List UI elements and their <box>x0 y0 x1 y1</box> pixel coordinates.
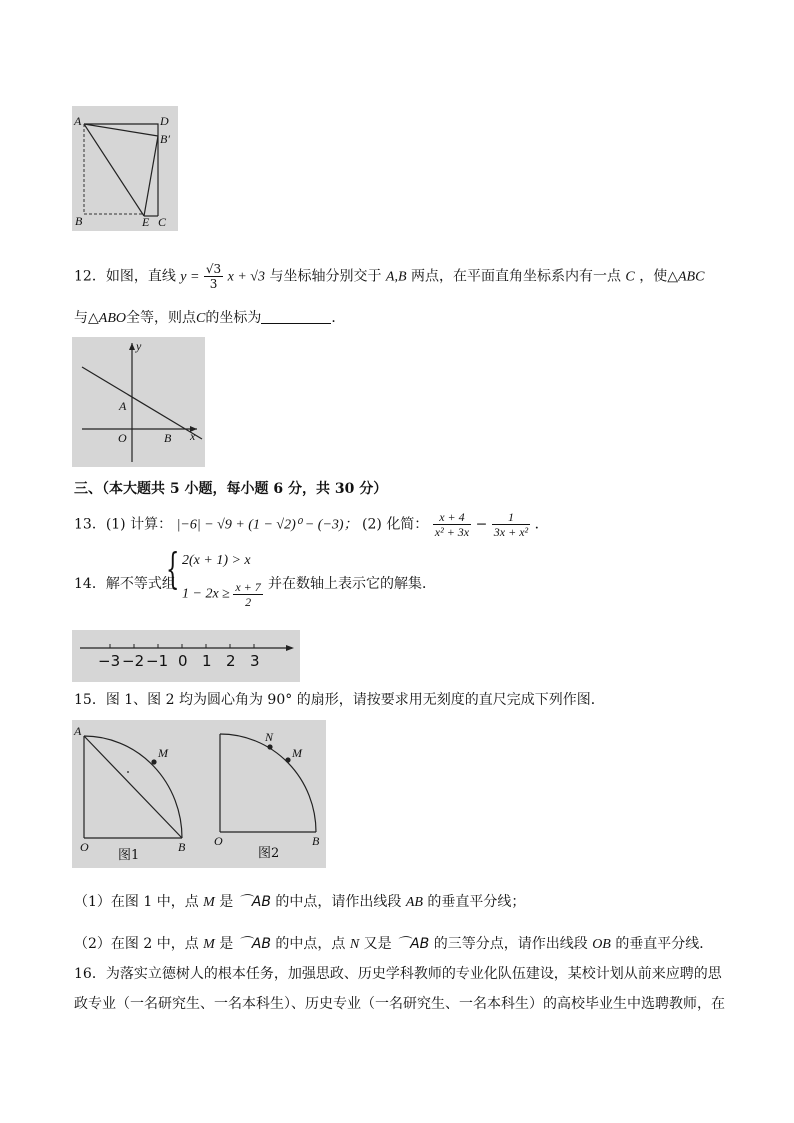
q15-2-M: M <box>203 937 215 952</box>
q12-mid: x + √3 <box>227 269 265 285</box>
label-C: C <box>158 215 167 229</box>
q15-1-arc: ⌒AB <box>237 894 271 910</box>
q14-frac-num: x + 7 <box>235 580 261 594</box>
tick-label: −3 <box>98 652 121 670</box>
tick-label: −2 <box>122 652 145 670</box>
axis-label-y: y <box>136 339 142 353</box>
tick-label: 2 <box>226 652 236 670</box>
label-O: O <box>214 834 223 848</box>
tick-label: 1 <box>202 652 212 670</box>
arc-label: AB <box>251 936 271 952</box>
answer-blank <box>261 309 331 324</box>
q13-f1-den: x² + 3x <box>434 525 470 539</box>
q12-AB: A,B <box>385 269 407 285</box>
figure-2-caption: 图2 <box>258 846 280 861</box>
q12-line2b: 全等，则点 <box>126 310 196 326</box>
q15-1-M: M <box>203 895 215 910</box>
label-A: A <box>119 399 127 413</box>
figure-15-drawing <box>72 720 326 868</box>
label-A: A <box>74 114 82 128</box>
q15-1-c: 的中点，请作出线段 <box>275 894 402 910</box>
label-M: M <box>292 746 302 760</box>
tick-label: −1 <box>146 652 169 670</box>
section-3-heading: 三、（本大题共 5 小题，每小题 6 分，共 30 分） <box>74 481 388 497</box>
arc-label: AB <box>410 936 430 952</box>
q14-ineq2-lhs: 1 − 2x ≥ <box>182 586 230 602</box>
label-B: B <box>178 840 186 854</box>
arc-label: AB <box>251 894 271 910</box>
q15-2-a: （2）在图 2 中，点 <box>74 936 199 952</box>
q12-ABC: ABC <box>678 269 705 285</box>
q15-1-AB: AB <box>405 895 423 910</box>
q12-fraction <box>204 262 223 291</box>
q14-inequality-1: 2(x + 1) > x <box>182 553 251 568</box>
q12-frac-den: 3 <box>209 277 218 291</box>
q13-f2-num: 1 <box>492 510 530 525</box>
question-12-line2 <box>74 308 345 329</box>
q12-rest3: ，使△ <box>639 268 678 285</box>
q14-fraction <box>233 580 262 609</box>
q12-C2: C <box>196 311 206 326</box>
question-15-part-1 <box>74 892 525 913</box>
q15-2-d: 又是 <box>363 936 392 952</box>
question-16-line2: 政专业（一名研究生、一名本科生）、历史专业（一名研究生、一名本科生）的高校毕业生中选聘教师，在 <box>74 996 725 1012</box>
q12-prefix: 12．如图，直线 <box>74 268 176 285</box>
q15-1-b: 是 <box>219 894 234 910</box>
label-B: B <box>75 214 83 228</box>
q14-rest: 并在数轴上表示它的解集． <box>268 576 436 592</box>
label-B: B <box>164 431 172 445</box>
question-16-line1: 16．为落实立德树人的根本任务，加强思政、历史学科教师的专业化队伍建设，某校计划从前来应聘的思 <box>74 966 722 982</box>
tick-label: 0 <box>178 652 188 670</box>
q12-line2d: ． <box>331 310 346 326</box>
label-O: O <box>80 840 89 854</box>
q12-rest: 与坐标轴分别交于 <box>269 268 382 285</box>
label-B: B <box>312 834 320 848</box>
q13-f2-den: 3x + x² <box>493 525 529 539</box>
q13-fraction-1 <box>433 510 471 539</box>
q15-2-N: N <box>349 937 360 952</box>
question-14-label: 14．解不等式组 <box>74 576 176 592</box>
label-N: N <box>265 730 274 744</box>
q15-1-d: 的垂直平分线； <box>427 894 526 910</box>
label-D: D <box>160 114 169 128</box>
q15-2-OB: OB <box>592 937 611 952</box>
figure-1-caption: 图1 <box>118 848 140 863</box>
label-A: A <box>74 724 82 738</box>
label-O: O <box>118 431 127 445</box>
q13-part2-label: (2) 化简： <box>362 516 429 533</box>
q14-inequality-2 <box>182 580 263 609</box>
q13-minus: − <box>475 516 488 533</box>
q15-2-e: 的三等分点，请作出线段 <box>433 936 588 952</box>
axis-label-x: x <box>190 429 196 443</box>
figure-15-1 <box>72 720 326 868</box>
figure-q11 <box>72 106 178 231</box>
q14-frac-den: 2 <box>245 595 252 609</box>
q12-rest2: 两点，在平面直角坐标系内有一点 <box>410 268 621 285</box>
q12-line2a: 与△ <box>74 310 99 326</box>
q15-2-arc-2: ⌒AB <box>396 936 430 952</box>
q13-fraction-2 <box>492 510 530 539</box>
q13-end: ． <box>534 516 549 533</box>
label-M: M <box>158 746 168 760</box>
q13-f1-num: x + 4 <box>433 510 471 525</box>
q12-frac-num: √3 <box>205 262 222 276</box>
label-E: E <box>142 215 150 229</box>
question-15-part-2 <box>74 934 713 955</box>
q15-2-c: 的中点，点 <box>275 936 346 952</box>
q12-C: C <box>625 269 635 285</box>
q15-2-arc: ⌒AB <box>237 936 271 952</box>
question-13 <box>74 510 549 539</box>
tick-label: 3 <box>250 652 260 670</box>
q15-2-f: 的垂直平分线． <box>615 936 714 952</box>
question-15: 15．图 1、图 2 均为圆心角为 90° 的扇形，请按要求用无刻度的直尺完成下列作图． <box>74 692 605 708</box>
q15-1-a: （1）在图 1 中，点 <box>74 894 199 910</box>
q12-line2c: 的坐标为 <box>205 310 262 326</box>
figure-q12-drawing <box>72 337 205 467</box>
q13-expression-1: |−6| − √9 + (1 − √2)⁰ − (−3)； <box>176 517 358 533</box>
figure-q12 <box>72 337 205 467</box>
q13-part1-label: 13．(1) 计算： <box>74 516 173 533</box>
question-12-line1 <box>74 262 704 291</box>
q15-2-b: 是 <box>219 936 234 952</box>
q12-y: y = <box>180 269 200 285</box>
number-line <box>72 630 300 682</box>
brace-icon: { <box>166 544 180 593</box>
label-B-prime: B′ <box>160 132 170 146</box>
q12-ABO: ABO <box>98 311 126 326</box>
